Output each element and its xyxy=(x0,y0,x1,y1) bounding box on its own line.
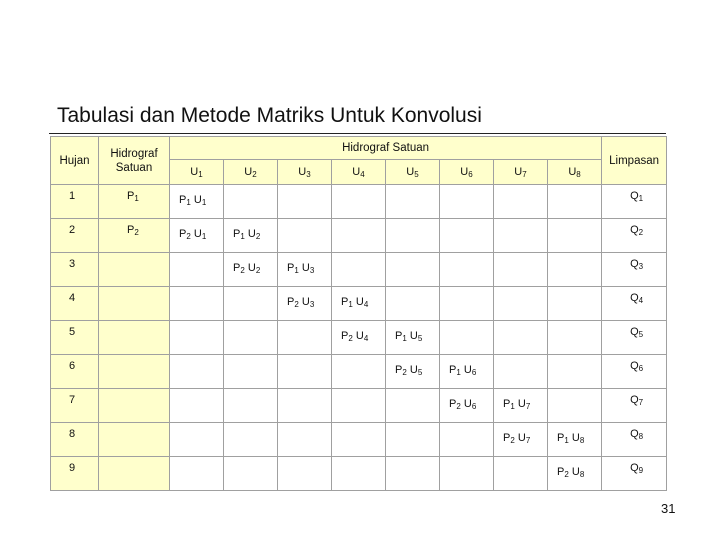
product-p-sub: 1 xyxy=(456,368,461,377)
product-u-sub: 2 xyxy=(255,232,261,241)
product-cell xyxy=(224,457,278,491)
product-cell xyxy=(440,219,494,253)
runoff-sub: 8 xyxy=(638,432,644,441)
product-p-sub: 2 xyxy=(240,266,245,275)
product-u-sub: 7 xyxy=(525,436,531,445)
product-cell xyxy=(386,219,440,253)
product-cell xyxy=(278,457,332,491)
product-cell xyxy=(386,253,440,287)
product-u-sub: 7 xyxy=(525,402,531,411)
header-hujan: Hujan xyxy=(51,137,99,185)
product-cell xyxy=(548,185,602,219)
rain-sub: 2 xyxy=(134,228,139,237)
runoff-cell xyxy=(602,321,667,355)
product-cell xyxy=(494,219,548,253)
product-cell xyxy=(224,253,278,287)
product-cell xyxy=(548,321,602,355)
runoff-sub: 4 xyxy=(638,296,644,305)
header-u-2 xyxy=(224,160,278,185)
product-p-base: P xyxy=(287,296,295,308)
product-cell xyxy=(548,287,602,321)
header-hidrograf-line1: Hidrograf xyxy=(110,147,158,160)
product-cell xyxy=(440,185,494,219)
header-u-sub: 5 xyxy=(414,170,419,179)
product-cell xyxy=(494,457,548,491)
runoff-base: Q xyxy=(630,360,639,372)
product-p-sub: 1 xyxy=(348,300,353,309)
row-number: 2 xyxy=(51,219,99,253)
header-u-sub: 3 xyxy=(306,170,311,179)
runoff-sub: 7 xyxy=(638,398,644,407)
row-number: 3 xyxy=(51,253,99,287)
rain-cell xyxy=(99,219,170,253)
header-u-sub: 7 xyxy=(522,170,527,179)
runoff-cell xyxy=(602,219,667,253)
product-u-base: U xyxy=(517,398,526,410)
runoff-base: Q xyxy=(630,428,639,440)
product-p-sub: 2 xyxy=(186,232,191,241)
product-cell xyxy=(224,185,278,219)
product-cell xyxy=(386,389,440,423)
rain-base: P xyxy=(127,190,135,202)
product-p-base: P xyxy=(179,228,187,240)
page-number: 31 xyxy=(661,501,676,516)
product-cell xyxy=(386,355,440,389)
product-p-base: P xyxy=(341,296,349,308)
row-number: 1 xyxy=(51,185,99,219)
rain-cell xyxy=(99,185,170,219)
product-cell xyxy=(332,287,386,321)
product-cell xyxy=(548,355,602,389)
product-cell xyxy=(494,423,548,457)
product-u-base: U xyxy=(463,398,472,410)
header-u-sub: 8 xyxy=(576,170,581,179)
convolution-table xyxy=(50,136,667,491)
header-hidrograf-satuan xyxy=(99,137,170,185)
product-u-sub: 5 xyxy=(417,334,423,343)
runoff-cell xyxy=(602,253,667,287)
runoff-base: Q xyxy=(630,292,639,304)
product-cell xyxy=(440,389,494,423)
runoff-sub: 2 xyxy=(638,228,644,237)
table-row xyxy=(51,321,667,355)
product-u-sub: 8 xyxy=(579,436,585,445)
product-cell xyxy=(332,389,386,423)
runoff-sub: 5 xyxy=(638,330,644,339)
product-cell xyxy=(494,321,548,355)
product-u-base: U xyxy=(301,296,310,308)
header-row-top xyxy=(51,137,667,160)
product-cell xyxy=(386,321,440,355)
runoff-sub: 1 xyxy=(638,194,644,203)
runoff-cell xyxy=(602,185,667,219)
product-p-sub: 1 xyxy=(240,232,245,241)
product-cell xyxy=(278,321,332,355)
product-cell xyxy=(548,389,602,423)
product-cell xyxy=(170,185,224,219)
product-p-base: P xyxy=(341,330,349,342)
product-p-base: P xyxy=(449,398,457,410)
header-hidrograf-satuan-group: Hidrograf Satuan xyxy=(170,137,602,160)
header-u-sub: 2 xyxy=(252,170,257,179)
row-number: 4 xyxy=(51,287,99,321)
table-row xyxy=(51,253,667,287)
product-cell xyxy=(170,287,224,321)
header-u-8 xyxy=(548,160,602,185)
product-u-sub: 5 xyxy=(417,368,423,377)
product-cell xyxy=(278,219,332,253)
header-u-1 xyxy=(170,160,224,185)
product-u-base: U xyxy=(301,262,310,274)
header-u-base: U xyxy=(568,166,577,178)
header-u-6 xyxy=(440,160,494,185)
product-u-base: U xyxy=(409,330,418,342)
rain-cell xyxy=(99,457,170,491)
product-cell xyxy=(386,423,440,457)
title-divider xyxy=(49,133,666,134)
product-cell xyxy=(278,253,332,287)
product-u-base: U xyxy=(517,432,526,444)
product-cell xyxy=(224,355,278,389)
product-cell xyxy=(278,423,332,457)
product-cell xyxy=(332,355,386,389)
product-cell xyxy=(440,287,494,321)
product-u-sub: 2 xyxy=(255,266,261,275)
rain-cell xyxy=(99,287,170,321)
product-p-base: P xyxy=(395,364,403,376)
product-cell xyxy=(548,253,602,287)
product-u-sub: 4 xyxy=(363,300,369,309)
product-cell xyxy=(494,185,548,219)
product-cell xyxy=(440,457,494,491)
product-u-base: U xyxy=(571,432,580,444)
runoff-sub: 3 xyxy=(638,262,644,271)
product-p-base: P xyxy=(557,432,565,444)
product-p-sub: 1 xyxy=(294,266,299,275)
rain-sub: 1 xyxy=(134,194,139,203)
product-u-sub: 1 xyxy=(201,198,207,207)
product-u-sub: 8 xyxy=(579,470,585,479)
header-u-base: U xyxy=(406,166,415,178)
product-cell xyxy=(494,253,548,287)
product-p-base: P xyxy=(233,228,241,240)
product-cell xyxy=(278,287,332,321)
product-u-base: U xyxy=(571,466,580,478)
product-u-base: U xyxy=(355,330,364,342)
header-limpasan: Limpasan xyxy=(602,137,667,185)
product-u-sub: 6 xyxy=(471,402,477,411)
product-u-sub: 1 xyxy=(201,232,207,241)
product-cell xyxy=(494,287,548,321)
rain-cell xyxy=(99,253,170,287)
product-cell xyxy=(332,253,386,287)
slide-title: Tabulasi dan Metode Matriks Untuk Konvolusi xyxy=(57,104,482,127)
runoff-cell xyxy=(602,423,667,457)
header-u-4 xyxy=(332,160,386,185)
table-row xyxy=(51,457,667,491)
product-cell xyxy=(170,253,224,287)
product-cell xyxy=(170,219,224,253)
header-u-5 xyxy=(386,160,440,185)
runoff-cell xyxy=(602,355,667,389)
product-p-base: P xyxy=(557,466,565,478)
header-u-base: U xyxy=(460,166,469,178)
product-p-base: P xyxy=(449,364,457,376)
runoff-sub: 6 xyxy=(638,364,644,373)
header-u-base: U xyxy=(244,166,253,178)
product-cell xyxy=(548,219,602,253)
product-cell xyxy=(332,423,386,457)
product-cell xyxy=(548,423,602,457)
product-cell xyxy=(170,423,224,457)
product-cell xyxy=(494,355,548,389)
product-u-base: U xyxy=(193,228,202,240)
header-u-base: U xyxy=(190,166,199,178)
product-u-base: U xyxy=(193,194,202,206)
runoff-base: Q xyxy=(630,224,639,236)
runoff-sub: 9 xyxy=(638,466,644,475)
row-number: 9 xyxy=(51,457,99,491)
product-cell xyxy=(548,457,602,491)
product-cell xyxy=(278,389,332,423)
table-row xyxy=(51,185,667,219)
product-u-sub: 6 xyxy=(471,368,477,377)
runoff-base: Q xyxy=(630,258,639,270)
product-cell xyxy=(386,287,440,321)
product-u-base: U xyxy=(247,262,256,274)
product-p-base: P xyxy=(395,330,403,342)
runoff-cell xyxy=(602,389,667,423)
product-cell xyxy=(494,389,548,423)
product-u-sub: 3 xyxy=(309,300,315,309)
product-p-base: P xyxy=(503,432,511,444)
product-p-sub: 1 xyxy=(402,334,407,343)
runoff-cell xyxy=(602,457,667,491)
table-row xyxy=(51,287,667,321)
rain-cell xyxy=(99,423,170,457)
product-cell xyxy=(440,423,494,457)
runoff-cell xyxy=(602,287,667,321)
header-u-sub: 6 xyxy=(468,170,473,179)
rain-cell xyxy=(99,389,170,423)
product-p-sub: 2 xyxy=(294,300,299,309)
runoff-base: Q xyxy=(630,394,639,406)
header-hidrograf-line2: Satuan xyxy=(115,161,153,174)
product-p-base: P xyxy=(287,262,295,274)
product-p-sub: 1 xyxy=(510,402,515,411)
runoff-base: Q xyxy=(630,462,639,474)
row-number: 5 xyxy=(51,321,99,355)
product-p-sub: 2 xyxy=(402,368,407,377)
product-cell xyxy=(224,219,278,253)
product-p-sub: 2 xyxy=(510,436,515,445)
product-p-sub: 2 xyxy=(564,470,569,479)
rain-cell xyxy=(99,355,170,389)
table-row xyxy=(51,219,667,253)
product-u-base: U xyxy=(355,296,364,308)
product-p-base: P xyxy=(503,398,511,410)
header-u-3 xyxy=(278,160,332,185)
header-u-sub: 1 xyxy=(198,170,203,179)
header-u-7 xyxy=(494,160,548,185)
header-u-base: U xyxy=(352,166,361,178)
product-cell xyxy=(278,355,332,389)
runoff-base: Q xyxy=(630,190,639,202)
product-cell xyxy=(332,321,386,355)
product-u-base: U xyxy=(463,364,472,376)
product-cell xyxy=(224,389,278,423)
row-number: 7 xyxy=(51,389,99,423)
product-cell xyxy=(332,185,386,219)
product-cell xyxy=(386,457,440,491)
product-cell xyxy=(170,355,224,389)
header-u-base: U xyxy=(298,166,307,178)
product-p-sub: 1 xyxy=(564,436,569,445)
product-cell xyxy=(440,321,494,355)
product-cell xyxy=(224,423,278,457)
table-row xyxy=(51,355,667,389)
product-p-sub: 1 xyxy=(186,198,191,207)
product-cell xyxy=(332,219,386,253)
product-cell xyxy=(440,253,494,287)
product-u-sub: 3 xyxy=(309,266,315,275)
product-cell xyxy=(170,321,224,355)
table-row xyxy=(51,389,667,423)
product-cell xyxy=(170,457,224,491)
rain-base: P xyxy=(127,224,135,236)
product-cell xyxy=(278,185,332,219)
product-p-sub: 2 xyxy=(456,402,461,411)
product-cell xyxy=(170,389,224,423)
product-p-base: P xyxy=(233,262,241,274)
product-cell xyxy=(224,287,278,321)
product-u-base: U xyxy=(247,228,256,240)
product-u-sub: 4 xyxy=(363,334,369,343)
product-cell xyxy=(386,185,440,219)
runoff-base: Q xyxy=(630,326,639,338)
row-number: 6 xyxy=(51,355,99,389)
table-row xyxy=(51,423,667,457)
product-cell xyxy=(332,457,386,491)
header-u-base: U xyxy=(514,166,523,178)
product-p-sub: 2 xyxy=(348,334,353,343)
row-number: 8 xyxy=(51,423,99,457)
product-cell xyxy=(440,355,494,389)
product-cell xyxy=(224,321,278,355)
product-p-base: P xyxy=(179,194,187,206)
rain-cell xyxy=(99,321,170,355)
product-u-base: U xyxy=(409,364,418,376)
header-u-sub: 4 xyxy=(360,170,365,179)
